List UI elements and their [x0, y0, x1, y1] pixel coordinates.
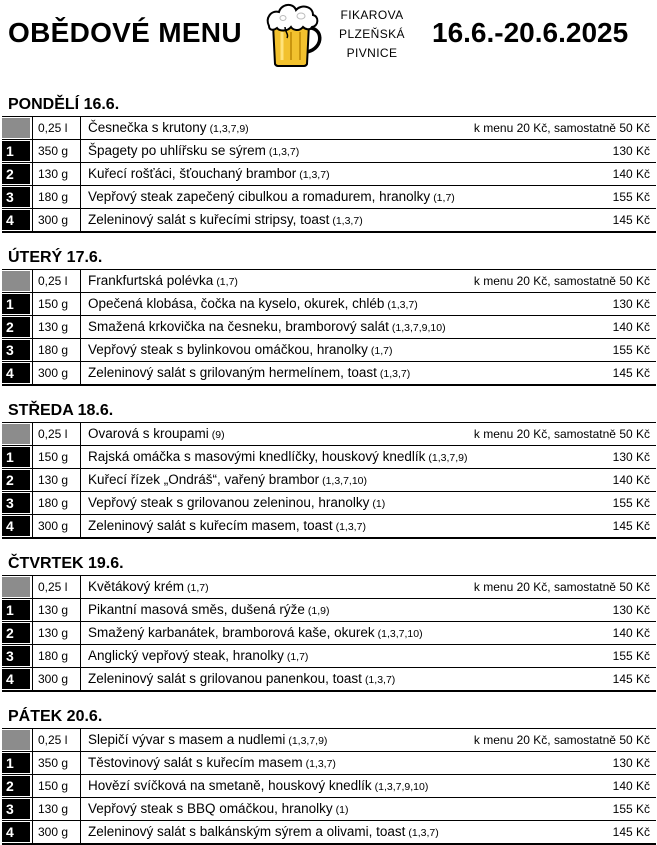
beer-mug-icon — [263, 2, 329, 68]
item-allergens: (1,3,7,9) — [428, 452, 468, 464]
column-divider — [80, 576, 81, 598]
item-price: 130 Kč — [612, 756, 650, 770]
item-number: 3 — [2, 187, 30, 207]
item-price: 130 Kč — [612, 450, 650, 464]
item-name-cell — [88, 821, 439, 844]
item-allergens: (1,3,7,9,10) — [391, 322, 446, 334]
item-allergens: (1,3,7) — [364, 674, 396, 686]
column-divider — [32, 645, 33, 667]
item-amount: 0,25 l — [38, 121, 68, 135]
column-divider — [32, 270, 33, 292]
item-name-cell — [88, 446, 467, 469]
menu-item-row — [2, 469, 656, 492]
column-divider — [32, 622, 33, 644]
item-amount: 130 g — [38, 320, 69, 334]
column-divider — [80, 163, 81, 185]
item-allergens: (1,3,7,9,10) — [374, 781, 429, 793]
column-divider — [80, 140, 81, 162]
item-name: Vepřový steak s bylinkovou omáčkou, hranolky — [88, 342, 368, 357]
column-divider — [32, 821, 33, 843]
menu-item-row — [2, 668, 656, 692]
menu-item-row — [2, 339, 656, 362]
column-divider — [32, 576, 33, 598]
item-amount: 130 g — [38, 167, 69, 181]
item-price: 155 Kč — [612, 496, 650, 510]
column-divider — [80, 492, 81, 514]
column-divider — [80, 645, 81, 667]
item-name-cell — [88, 117, 249, 140]
item-amount: 130 g — [38, 603, 69, 617]
item-price: 140 Kč — [612, 779, 650, 793]
item-name: Anglický vepřový steak, hranolky — [88, 648, 284, 663]
item-allergens: (1,3,7) — [299, 169, 330, 181]
column-divider — [32, 163, 33, 185]
item-name-cell — [88, 645, 308, 668]
item-allergens: (1,3,7,9) — [209, 123, 249, 135]
item-name: Rajská omáčka s masovými knedlíčky, houskový knedlík — [88, 449, 426, 464]
item-allergens: (1,7) — [370, 345, 393, 357]
column-divider — [32, 492, 33, 514]
menu-table — [2, 116, 656, 233]
column-divider — [80, 469, 81, 491]
item-allergens: (1,3,7) — [268, 146, 300, 158]
column-divider — [32, 117, 33, 139]
item-name-cell — [88, 163, 330, 186]
day-section — [0, 247, 657, 386]
column-divider — [32, 446, 33, 468]
menu-item-row — [2, 186, 656, 209]
item-name-cell — [88, 599, 329, 622]
column-divider — [32, 423, 33, 445]
column-divider — [80, 775, 81, 797]
item-allergens: (1,3,7) — [387, 299, 418, 311]
item-name-cell — [88, 668, 395, 691]
item-name: Česnečka s krutony — [88, 120, 207, 135]
column-divider — [80, 270, 81, 292]
item-allergens: (1,7) — [286, 651, 309, 663]
item-name-cell — [88, 752, 336, 775]
item-number — [2, 118, 30, 138]
column-divider — [32, 668, 33, 690]
column-divider — [80, 599, 81, 621]
item-amount: 0,25 l — [38, 733, 68, 747]
item-name-cell — [88, 423, 225, 446]
item-allergens: (1,3,7,10) — [322, 475, 368, 487]
item-name-cell — [88, 729, 327, 752]
item-price: k menu 20 Kč, samostatně 50 Kč — [473, 427, 650, 441]
menu-item-row — [2, 798, 656, 821]
item-allergens: (1,7) — [433, 192, 455, 204]
item-number: 2 — [2, 776, 30, 796]
column-divider — [80, 446, 81, 468]
item-name: Ovarová s kroupami — [88, 426, 209, 441]
item-number — [2, 577, 30, 597]
item-name-cell — [88, 775, 428, 798]
day-section — [0, 94, 657, 233]
column-divider — [32, 293, 33, 315]
item-name: Frankfurtská polévka — [88, 273, 214, 288]
menu-item-row — [2, 622, 656, 645]
item-number — [2, 271, 30, 291]
item-allergens: (1,3,7) — [305, 758, 336, 770]
item-name: Vepřový steak s grilovanou zeleninou, hranolky — [88, 495, 370, 510]
item-name: Smažený karbanátek, bramborová kaše, okurek — [88, 625, 375, 640]
item-number: 1 — [2, 294, 30, 314]
item-name: Květákový krém — [88, 579, 185, 594]
item-amount: 300 g — [38, 519, 69, 533]
item-name: Vepřový steak zapečený cibulkou a romadurem, hranolky — [88, 189, 431, 204]
item-number: 4 — [2, 516, 30, 536]
column-divider — [80, 423, 81, 445]
item-price: 145 Kč — [612, 825, 650, 839]
item-name: Zeleninový salát s kuřecím masem, toast — [88, 518, 333, 533]
menu-item-row — [2, 752, 656, 775]
menu-table — [2, 728, 656, 845]
item-amount: 180 g — [38, 649, 69, 663]
column-divider — [80, 209, 81, 231]
menu-title: OBĚDOVÉ MENU — [8, 17, 242, 48]
item-name-cell — [88, 622, 423, 645]
column-divider — [32, 469, 33, 491]
column-divider — [32, 729, 33, 751]
item-name: Opečená klobása, čočka na kyselo, okurek, chléb — [88, 296, 385, 311]
menu-dates: 16.6.-20.6.2025 — [432, 17, 629, 48]
item-price: 140 Kč — [612, 320, 650, 334]
item-number — [2, 424, 30, 444]
day-title: PÁTEK 20.6. — [8, 708, 103, 725]
item-number: 3 — [2, 340, 30, 360]
item-price: 145 Kč — [612, 366, 650, 380]
column-divider — [32, 599, 33, 621]
menu-item-row — [2, 446, 656, 469]
item-price: 145 Kč — [612, 519, 650, 533]
item-price: 145 Kč — [612, 672, 650, 686]
item-price: 145 Kč — [612, 213, 650, 227]
soup-row — [2, 270, 656, 293]
item-number: 1 — [2, 141, 30, 161]
column-divider — [32, 316, 33, 338]
item-amount: 150 g — [38, 450, 69, 464]
item-name: Smažená krkovička na česneku, bramborový salát — [88, 319, 389, 334]
item-number: 4 — [2, 210, 30, 230]
day-title: ÚTERÝ 17.6. — [8, 249, 103, 266]
column-divider — [32, 362, 33, 384]
item-price: 155 Kč — [612, 802, 650, 816]
item-allergens: (1,7) — [216, 276, 238, 288]
menu-table — [2, 422, 656, 539]
item-price: 130 Kč — [612, 297, 650, 311]
item-allergens: (1,3,7) — [332, 215, 363, 227]
item-amount: 180 g — [38, 343, 69, 357]
column-divider — [80, 668, 81, 690]
item-amount: 0,25 l — [38, 580, 68, 594]
item-name: Zeleninový salát s kuřecími stripsy, toast — [88, 212, 330, 227]
menu-item-row — [2, 515, 656, 539]
item-number: 2 — [2, 317, 30, 337]
day-section — [0, 553, 657, 692]
column-divider — [80, 117, 81, 139]
item-allergens: (1,3,7) — [379, 368, 411, 380]
pub-name-line: PLZEŇSKÁ — [339, 27, 405, 41]
item-price: k menu 20 Kč, samostatně 50 Kč — [473, 274, 650, 288]
item-price: 130 Kč — [612, 603, 650, 617]
item-allergens: (1,3,7,9) — [288, 735, 328, 747]
item-name: Zeleninový salát s grilovaným hermelínem, toast — [88, 365, 377, 380]
item-name-cell — [88, 270, 238, 293]
soup-row — [2, 423, 656, 446]
menu-item-row — [2, 163, 656, 186]
item-price: 130 Kč — [612, 144, 650, 158]
day-title: ČTVRTEK 19.6. — [8, 555, 124, 572]
item-name-cell — [88, 209, 363, 232]
item-number — [2, 730, 30, 750]
column-divider — [32, 775, 33, 797]
item-number: 2 — [2, 164, 30, 184]
soup-row — [2, 576, 656, 599]
item-name: Špagety po uhlířsku se sýrem — [88, 143, 266, 158]
day-title: PONDĚLÍ 16.6. — [8, 96, 120, 113]
item-number: 3 — [2, 493, 30, 513]
item-number: 1 — [2, 753, 30, 773]
item-allergens: (1) — [335, 804, 349, 816]
item-amount: 0,25 l — [38, 274, 68, 288]
item-price: k menu 20 Kč, samostatně 50 Kč — [473, 733, 650, 747]
column-divider — [80, 798, 81, 820]
item-name: Kuřecí rošťáci, šťouchaný brambor — [88, 166, 297, 181]
column-divider — [32, 515, 33, 537]
item-amount: 150 g — [38, 779, 69, 793]
item-amount: 180 g — [38, 496, 69, 510]
item-amount: 130 g — [38, 626, 69, 640]
item-name-cell — [88, 515, 366, 538]
item-name-cell — [88, 186, 455, 209]
item-allergens: (1,3,7,10) — [377, 628, 423, 640]
item-allergens: (1) — [372, 498, 386, 510]
menu-table — [2, 269, 656, 386]
column-divider — [80, 752, 81, 774]
menu-item-row — [2, 821, 656, 845]
pub-name-line: PIVNICE — [346, 46, 398, 60]
item-allergens: (9) — [211, 429, 225, 441]
item-name-cell — [88, 798, 348, 821]
menu-item-row — [2, 492, 656, 515]
column-divider — [32, 798, 33, 820]
item-number: 4 — [2, 822, 30, 842]
day-section — [0, 706, 657, 845]
item-name: Zeleninový salát s grilovanou panenkou, toast — [88, 671, 362, 686]
menu-header — [0, 0, 657, 80]
column-divider — [80, 186, 81, 208]
column-divider — [80, 316, 81, 338]
item-price: 155 Kč — [612, 190, 650, 204]
column-divider — [32, 339, 33, 361]
item-name-cell — [88, 362, 410, 385]
item-price: k menu 20 Kč, samostatně 50 Kč — [473, 580, 650, 594]
item-amount: 0,25 l — [38, 427, 68, 441]
item-name-cell — [88, 339, 393, 362]
item-name: Slepičí vývar s masem a nudlemi — [88, 732, 286, 747]
item-number: 2 — [2, 470, 30, 490]
menu-item-row — [2, 316, 656, 339]
item-amount: 180 g — [38, 190, 69, 204]
item-amount: 150 g — [38, 297, 69, 311]
item-price: 155 Kč — [612, 649, 650, 663]
item-amount: 300 g — [38, 213, 69, 227]
item-name: Vepřový steak s BBQ omáčkou, hranolky — [88, 801, 333, 816]
item-number: 2 — [2, 623, 30, 643]
column-divider — [80, 293, 81, 315]
item-name: Pikantní masová směs, dušená rýže — [88, 602, 305, 617]
item-allergens: (1,3,7) — [335, 521, 366, 533]
pub-name — [336, 6, 408, 63]
item-amount: 300 g — [38, 366, 69, 380]
column-divider — [80, 622, 81, 644]
item-price: 140 Kč — [612, 167, 650, 181]
item-name-cell — [88, 492, 385, 515]
column-divider — [80, 729, 81, 751]
item-amount: 350 g — [38, 144, 69, 158]
soup-row — [2, 729, 656, 752]
column-divider — [80, 821, 81, 843]
item-amount: 300 g — [38, 672, 69, 686]
item-amount: 130 g — [38, 802, 69, 816]
item-name-cell — [88, 293, 418, 316]
item-price: k menu 20 Kč, samostatně 50 Kč — [473, 121, 650, 135]
item-name: Těstovinový salát s kuřecím masem — [88, 755, 303, 770]
column-divider — [32, 186, 33, 208]
menu-item-row — [2, 775, 656, 798]
item-amount: 300 g — [38, 825, 69, 839]
column-divider — [32, 752, 33, 774]
column-divider — [80, 362, 81, 384]
day-section — [0, 400, 657, 539]
item-price: 155 Kč — [612, 343, 650, 357]
item-name-cell — [88, 576, 209, 599]
menu-item-row — [2, 293, 656, 316]
pub-name-line: FIKAROVA — [340, 8, 404, 22]
column-divider — [80, 339, 81, 361]
item-name-cell — [88, 140, 299, 163]
item-number: 1 — [2, 600, 30, 620]
item-allergens: (1,3,7) — [408, 827, 439, 839]
column-divider — [32, 209, 33, 231]
item-amount: 130 g — [38, 473, 69, 487]
item-number: 4 — [2, 363, 30, 383]
item-price: 140 Kč — [612, 626, 650, 640]
column-divider — [80, 515, 81, 537]
item-name: Hovězí svíčková na smetaně, houskový knedlík — [88, 778, 372, 793]
item-number: 1 — [2, 447, 30, 467]
item-name-cell — [88, 469, 367, 492]
item-price: 140 Kč — [612, 473, 650, 487]
item-name: Zeleninový salát s balkánským sýrem a olivami, toast — [88, 824, 406, 839]
menu-table — [2, 575, 656, 692]
item-name-cell — [88, 316, 446, 339]
soup-row — [2, 117, 656, 140]
menu-item-row — [2, 362, 656, 386]
item-number: 3 — [2, 799, 30, 819]
menu-item-row — [2, 599, 656, 622]
menu-item-row — [2, 645, 656, 668]
item-number: 4 — [2, 669, 30, 689]
item-allergens: (1,7) — [187, 582, 209, 594]
item-number: 3 — [2, 646, 30, 666]
day-title: STŘEDA 18.6. — [8, 402, 114, 419]
column-divider — [32, 140, 33, 162]
item-allergens: (1,9) — [307, 605, 330, 617]
menu-item-row — [2, 140, 656, 163]
menu-item-row — [2, 209, 656, 233]
item-amount: 350 g — [38, 756, 69, 770]
item-name: Kuřecí řízek „Ondráš“, vařený brambor — [88, 472, 320, 487]
